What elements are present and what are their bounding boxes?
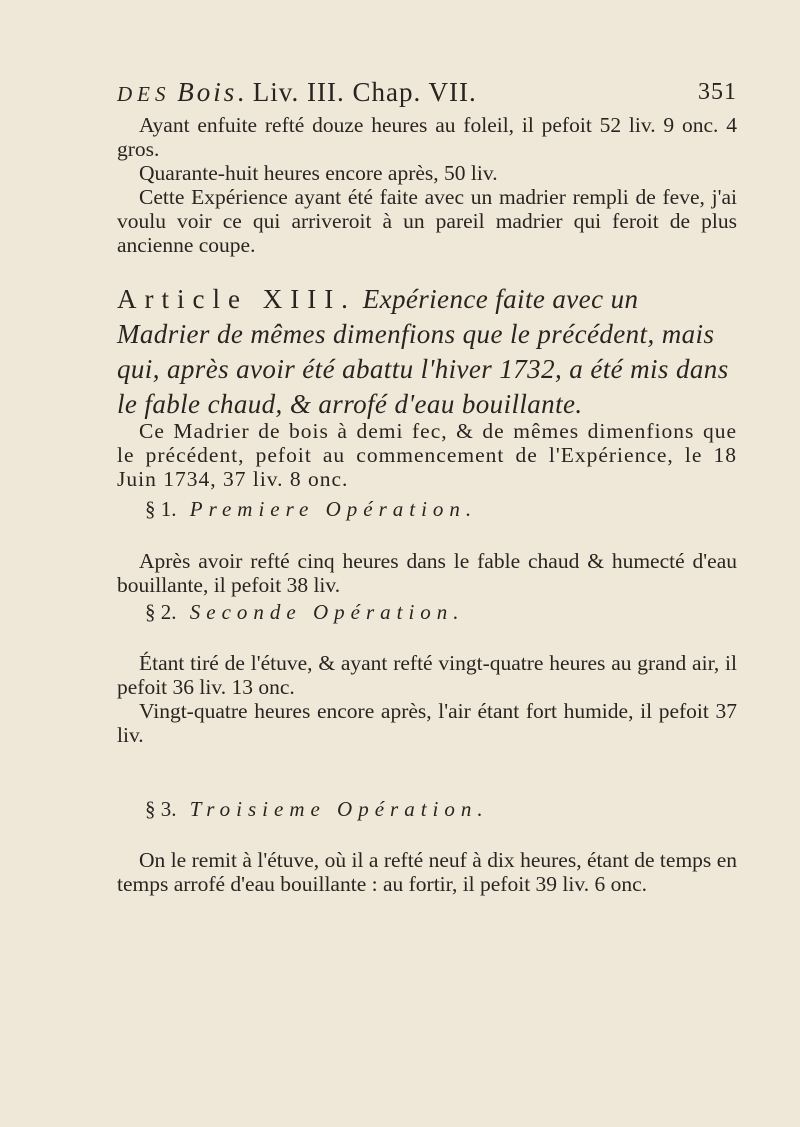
paragraph: Après avoir refté cinq heures dans le fable chaud & humecté d'eau bouillante, il pefoit 38 liv. xyxy=(117,549,737,597)
paragraph: On le remit à l'étuve, où il a refté neuf à dix heures, étant de temps en temps arrofé d'eau bouillante : au fortir, il pefoit 39 liv. 6 onc. xyxy=(117,848,737,896)
section-title: Premiere Opération. xyxy=(189,497,478,521)
running-head xyxy=(117,74,737,112)
section-number: § 1. xyxy=(145,497,177,521)
section-title: Troisieme Opération. xyxy=(189,797,489,821)
section-heading xyxy=(145,495,745,523)
paragraph: Ayant enfuite refté douze heures au foleil, il pefoit 52 liv. 9 onc. 4 gros. xyxy=(117,113,737,161)
paragraph: Vingt-quatre heures encore après, l'air étant fort humide, il pefoit 37 liv. xyxy=(117,699,737,747)
section-heading xyxy=(145,598,745,626)
paragraph: Quarante-huit heures encore après, 50 liv. xyxy=(139,161,498,185)
article-label: Article XIII. xyxy=(117,284,356,314)
section-heading xyxy=(145,795,745,823)
section-text-block xyxy=(117,848,737,896)
section-text-block xyxy=(117,651,737,747)
section-text-block xyxy=(117,549,737,597)
paragraph: Cette Expérience ayant été faite avec un madrier rempli de feve, j'ai voulu voir ce qui arriveroit à un pareil madrier qui feroit de plus ancienne coupe. xyxy=(117,185,737,257)
running-head-title: Bois xyxy=(177,77,238,107)
intro-text-block xyxy=(117,419,737,491)
running-head-chapter: . Liv. III. Chap. VII. xyxy=(237,77,477,107)
article-title: Expérience faite avec un Madrier de mêmes dimenfions que le précédent, mais qui, après avoir été abattu l'hiver 1732, a été mis dans le fable chaud, & arrofé d'eau bouillante. xyxy=(117,284,729,419)
paragraph: Étant tiré de l'étuve, & ayant refté vingt-quatre heures au grand air, il pefoit 36 liv. 13 onc. xyxy=(117,651,737,699)
article-heading xyxy=(117,282,737,422)
section-number: § 2. xyxy=(145,600,177,624)
running-head-prefix: DES xyxy=(117,82,171,106)
section-title: Seconde Opération. xyxy=(189,600,465,624)
paragraph: Ce Madrier de bois à demi fec, & de mêmes dimenfions que le précédent, pefoit au commencement de l'Expérience, le 18 Juin 1734, 37 liv. 8 onc. xyxy=(117,419,737,491)
page-number: 351 xyxy=(698,79,737,105)
top-text-block xyxy=(117,113,737,257)
section-number: § 3. xyxy=(145,797,177,821)
